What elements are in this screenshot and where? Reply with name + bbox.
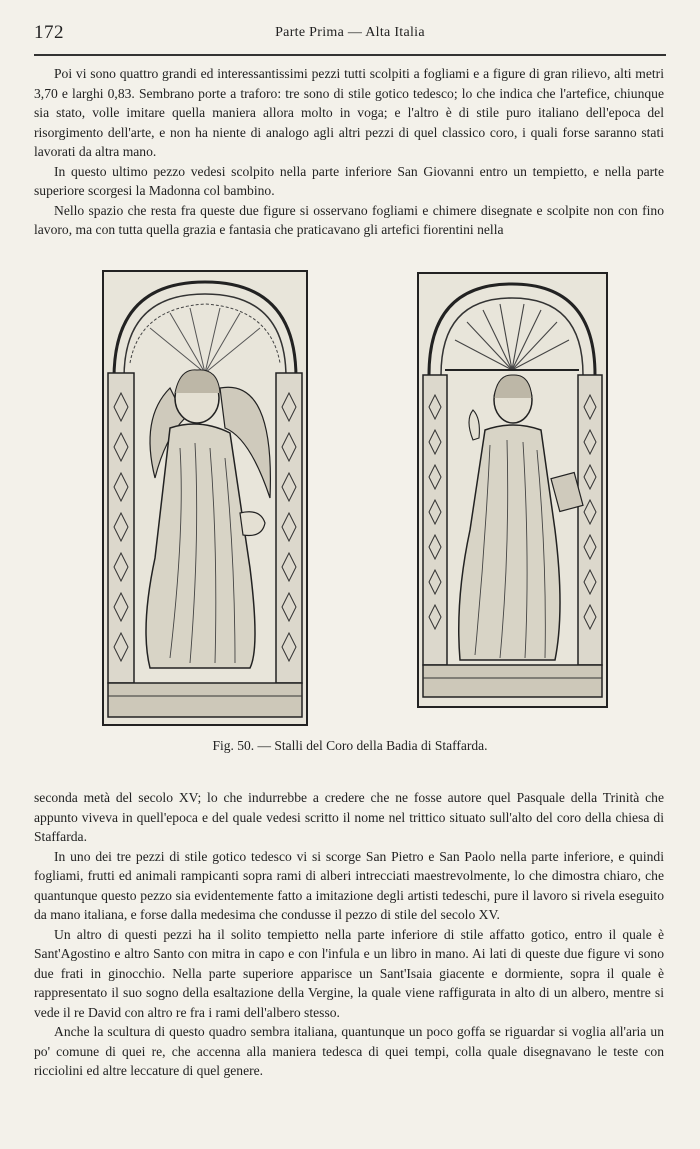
- text-block-top: [34, 64, 664, 240]
- paragraph: seconda metà del secolo XV; lo che indurrebbe a credere che ne fosse autore quel Pasquale della Trinità che appunto viveva in quell'epoca e del quale vedesi scritto il nome nel trittico situato sull'alto del coro della chiesa di Staffarda.: [34, 790, 664, 844]
- page-number: 172: [34, 22, 64, 43]
- page-header: [34, 22, 666, 48]
- plate-saint: [415, 270, 610, 710]
- header-rule: [34, 54, 666, 56]
- figure-caption: Fig. 50. — Stalli del Coro della Badia di Staffarda.: [212, 738, 488, 753]
- plate-angel: [100, 268, 310, 728]
- text-block-bottom: [34, 788, 664, 1081]
- paragraph: Anche la scultura di questo quadro sembra italiana, quantunque un poco goffa se riguardar si voglia all'aria un po' comune di quei re, che accenna alla maniera tedesca di quei tempi, colla quale disegnavano le teste con ricciolini ed altre leccature di quel genere.: [34, 1024, 664, 1078]
- engraving-saint: [415, 270, 610, 710]
- paragraph: In questo ultimo pezzo vedesi scolpito nella parte inferiore San Giovanni entro un tempietto, e nella parte superiore scorgesi la Madonna col bambino.: [34, 163, 664, 198]
- paragraph: In uno dei tre pezzi di stile gotico tedesco vi si scorge San Pietro e San Paolo nella parte inferiore, e quindi fogliami, frutti ed animali rampicanti sopra rami di alberi intrecciati maestrevolmente, lo che dimostra chiaro, che quantunque questo pezzo sia evidentemente fatto a imitazione degli artisti tedeschi, pure il lavoro si rivela eseguito da mano italiana, e forse dalla medesima che condusse il pezzo di stile del secolo XV.: [34, 848, 664, 922]
- engraving-angel: [100, 268, 310, 728]
- running-title: Parte Prima — Alta Italia: [275, 25, 425, 40]
- paragraph: Un altro di questi pezzi ha il solito tempietto nella parte inferiore di stile affatto gotico, entro il quale è Sant'Agostino e altro Santo con mitra in capo e con l'infula e un libro in mano. Ai lati di queste due figure vi sono due frati in ginocchio. Nella parte superiore apparisce un Sant'Isaia giacente e dormiente, sopra il quale è rappresentato il suo sogno della esaltazione della Vergine, la quale viene raffigurata in alto di un albero, mentre si vede il re David con altro re fra i rami dell'albero stesso.: [34, 926, 664, 1020]
- paragraph: Nello spazio che resta fra queste due figure si osservano fogliami e chimere disegnate e scolpite non con fino lavoro, ma con tutta quella grazia e fantasia che praticavano gli artefici fiorentini nella: [34, 202, 664, 237]
- paragraph: Poi vi sono quattro grandi ed interessantissimi pezzi tutti scolpiti a fogliami e a figure di gran rilievo, alti metri 3,70 e larghi 0,83. Sembrano porte a traforo: tre sono di stile gotico tedesco; lo che indica che l'artefice, chiunque sia stato, volle imitare quella maniera allora molto in voga; e l'altro è di stile puro italiano dell'epoca del risorgimento dell'arte, e non ha niente di analogo agli altri pezzi di quel classico coro, i quali forse saranno stati lavorati da altra mano.: [34, 66, 664, 159]
